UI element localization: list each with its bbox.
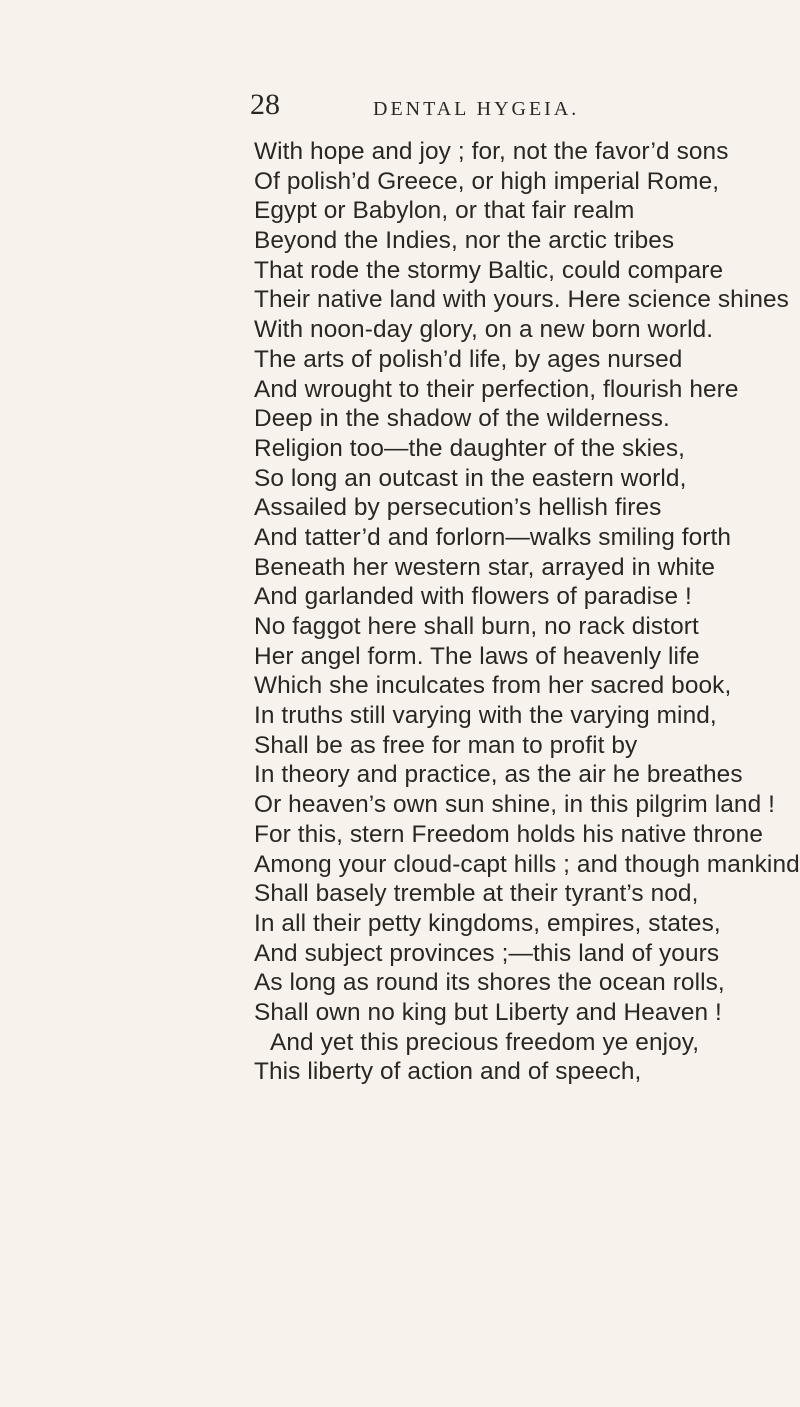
- poem-line: For this, stern Freedom holds his native throne: [254, 820, 764, 848]
- poem-line: The arts of polish’d life, by ages nursed: [254, 345, 683, 373]
- poem-line: Her angel form. The laws of heavenly life: [254, 642, 700, 670]
- poem-line: In truths still varying with the varying mind,: [254, 702, 717, 730]
- poem-text: [254, 137, 800, 1087]
- poem-line: Their native land with yours. Here science shines: [254, 286, 789, 314]
- poem-line: With hope and joy ; for, not the favor’d sons: [254, 138, 729, 165]
- poem-line: Of polish’d Greece, or high imperial Rome,: [254, 167, 720, 195]
- running-title: DENTAL HYGEIA.: [373, 98, 580, 120]
- page-number: 28: [250, 88, 280, 121]
- poem-line: Religion too—the daughter of the skies,: [254, 434, 685, 462]
- poem-line: No faggot here shall burn, no rack distort: [254, 613, 699, 640]
- poem-line: And wrought to their perfection, flourish here: [254, 375, 739, 403]
- poem-line: Which she inculcates from her sacred book,: [254, 672, 732, 700]
- poem-line: And subject provinces ;—this land of yours: [254, 939, 720, 967]
- poem-line: In all their petty kingdoms, empires, states,: [254, 909, 721, 937]
- poem-line: This liberty of action and of speech,: [254, 1058, 642, 1086]
- poem-line: And yet this precious freedom ye enjoy,: [270, 1028, 700, 1056]
- poem-line: Egypt or Babylon, or that fair realm: [254, 197, 635, 225]
- poem-line: Beneath her western star, arrayed in white: [254, 553, 716, 581]
- poem-line: Beyond the Indies, nor the arctic tribes: [254, 227, 675, 255]
- poem-line: So long an outcast in the eastern world,: [254, 464, 687, 492]
- poem-line: Shall basely tremble at their tyrant’s nod,: [254, 880, 699, 908]
- poem-line: Or heaven’s own sun shine, in this pilgrim land !: [254, 791, 775, 819]
- poem-line: And garlanded with flowers of paradise !: [254, 583, 692, 611]
- poem-line: With noon-day glory, on a new born world.: [254, 316, 714, 344]
- poem-line: Deep in the shadow of the wilderness.: [254, 405, 670, 433]
- poem-line: Assailed by persecution’s hellish fires: [254, 494, 662, 522]
- poem-line: Shall own no king but Liberty and Heaven !: [254, 998, 722, 1026]
- poem-line: Shall be as free for man to profit by: [254, 731, 638, 759]
- poem-line: As long as round its shores the ocean rolls,: [254, 969, 725, 997]
- poem-line: That rode the stormy Baltic, could compare: [254, 256, 724, 284]
- poem-line: Among your cloud-capt hills ; and though mankind: [254, 850, 800, 878]
- poem-line: In theory and practice, as the air he breathes: [254, 761, 743, 789]
- poem-line: And tatter’d and forlorn—walks smiling forth: [254, 523, 732, 551]
- page-header: [0, 88, 800, 128]
